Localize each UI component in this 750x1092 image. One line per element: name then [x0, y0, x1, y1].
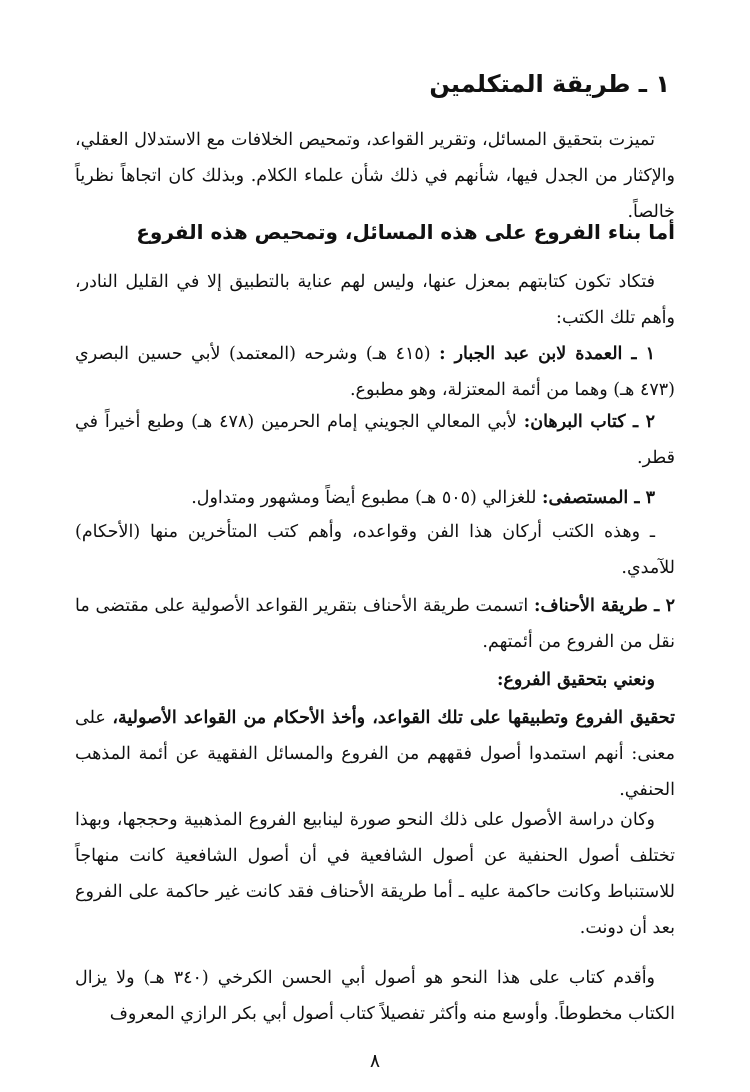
section-1-heading: ١ ـ طريقة المتكلمين — [429, 70, 670, 98]
book-item-3-title: ٣ ـ المستصفى: — [542, 488, 655, 508]
section-2-text: اتسمت طريقة الأحناف بتقرير القواعد الأصولية على مقتضى ما نقل من الفروع من أئمتهم. — [75, 596, 675, 652]
book-item-2-text: لأبي المعالي الجويني إمام الحرمين (٤٧٨ هـ) وطبع أخيراً في قطر. — [75, 412, 675, 468]
book-item-2 — [75, 404, 675, 476]
meaning-bold-text: تحقيق الفروع وتطبيقها على تلك القواعد، وأخذ الأحكام من القواعد الأصولية، — [112, 708, 675, 728]
meaning-paragraph — [75, 700, 675, 808]
meaning-intro: ونعني بتحقيق الفروع: — [496, 670, 655, 690]
book-item-2-title: ٢ ـ كتاب البرهان: — [523, 412, 655, 432]
oldest-book-paragraph: وأقدم كتاب على هذا النحو هو أصول أبي الحسن الكرخي (٣٤٠ هـ) ولا يزال الكتاب مخطوطاً. وأوسع منه وأكثر تفصيلاً كتاب أصول أبي بكر الرازي المعروف — [75, 968, 675, 1024]
section-1-intro-paragraph: تميزت بتحقيق المسائل، وتقرير القواعد، وتمحيص الخلافات مع الاستدلال العقلي، والإكثار من الجدل فيها، شأنهم في ذلك شأن علماء الكلام. وبذلك كان اتجاهاً نظرياً خالصاً. — [75, 130, 675, 222]
book-item-1-title: ١ ـ العمدة لابن عبد الجبار : — [439, 344, 655, 364]
section-2-title: ٢ ـ طريقة الأحناف: — [534, 596, 675, 616]
branches-paragraph: فتكاد تكون كتابتهم بمعزل عنها، وليس لهم عناية بالتطبيق إلا في القليل النادر، وأهم تلك الكتب: — [75, 272, 675, 328]
book-item-3-text: للغزالي (٥٠٥ هـ) مطبوع أيضاً ومشهور ومتداول. — [191, 488, 537, 508]
study-paragraph: وكان دراسة الأصول على ذلك النحو صورة لينابيع الفروع المذهبية وحججها، وبهذا تختلف أصول الحنفية عن أصول الشافعية في أن أصول الشافعية كانت منهاجاً للاستنباط وكانت حاكمة عليه ـ أما طريقة الأحناف فقد كانت غير حاكمة على الفروع بعد أن دونت. — [75, 810, 675, 938]
book-item-1 — [75, 336, 675, 408]
book-item-1-text: (٤١٥ هـ) وشرحه (المعتمد) لأبي حسين البصري (٤٧٣ هـ) وهما من أئمة المعتزلة، وهو مطبوع. — [75, 344, 675, 400]
page-number: ٨ — [369, 1050, 381, 1072]
section-2-paragraph — [75, 588, 675, 660]
book-item-3 — [75, 480, 675, 516]
pillars-note-paragraph: ـ وهذه الكتب أركان هذا الفن وقواعده، وأهم كتب المتأخرين منها (الأحكام) للآمدي. — [75, 522, 675, 578]
meaning-text: على معنى: أنهم استمدوا أصول فقههم من الفروع والمسائل الفقهية عن أئمة المذهب الحنفي. — [75, 708, 675, 800]
subheading-branches: أما بناء الفروع على هذه المسائل، وتمحيص هذه الفروع — [136, 220, 675, 244]
